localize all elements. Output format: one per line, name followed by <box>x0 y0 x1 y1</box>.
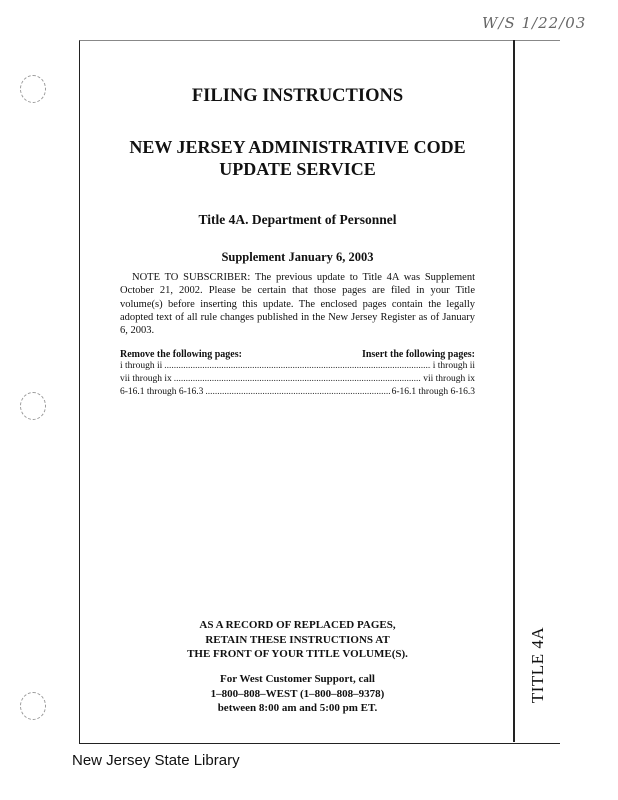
punch-hole-bottom <box>20 692 46 720</box>
punch-hole-middle <box>20 392 46 420</box>
insert-pages-cell: 6-16.1 through 6-16.3 <box>391 387 475 397</box>
code-heading-line1: NEW JERSEY ADMINISTRATIVE CODE <box>129 137 466 157</box>
leader-dots <box>205 386 389 399</box>
record-notice-line3: THE FRONT OF YOUR TITLE VOLUME(S). <box>187 648 408 660</box>
table-row <box>120 360 475 373</box>
title-tab-label: TITLE 4A <box>528 626 548 704</box>
library-stamp: New Jersey State Library <box>72 752 240 769</box>
customer-support <box>120 672 475 716</box>
support-line1: For West Customer Support, call <box>220 673 375 685</box>
filing-instructions-heading: FILING INSTRUCTIONS <box>191 86 404 106</box>
supplement-date: Supplement January 6, 2003 <box>221 250 374 264</box>
record-notice-line2: RETAIN THESE INSTRUCTIONS AT <box>205 633 390 646</box>
remove-pages-cell: vii through ix <box>120 374 172 384</box>
insert-pages-header: Insert the following pages: <box>361 349 475 360</box>
support-hours: between 8:00 am and 5:00 pm ET. <box>217 702 378 714</box>
table-row <box>120 373 475 386</box>
record-notice <box>120 618 475 662</box>
remove-pages-cell: 6-16.1 through 6-16.3 <box>120 387 204 397</box>
title-line: Title 4A. Department of Personnel <box>198 212 397 227</box>
title-tab <box>518 625 558 705</box>
insert-pages-cell: i through ii <box>432 361 475 371</box>
leader-dots <box>164 360 431 373</box>
record-notice-line1: AS A RECORD OF REPLACED PAGES, <box>199 619 396 631</box>
code-heading-line2: UPDATE SERVICE <box>219 159 376 179</box>
pages-table-header <box>120 349 475 360</box>
note-to-subscriber: NOTE TO SUBSCRIBER: The previous update to Title 4A was Supplement October 21, 2002. Please be certain that those pages are filed in your Title volume(s) before inserting this update. The enclosed pages contain the legally adopted text of all rule changes published in the New Jersey Register as of January 6, 2003. <box>120 272 475 337</box>
support-phone: 1–800–808–WEST (1–800–808–9378) <box>210 687 385 700</box>
insert-pages-cell: vii through ix <box>423 374 475 384</box>
tab-divider-line <box>513 40 515 742</box>
remove-pages-header: Remove the following pages: <box>120 349 242 360</box>
code-heading <box>120 136 475 180</box>
punch-hole-top <box>20 75 46 103</box>
table-row <box>120 386 475 399</box>
handwritten-note: W/S 1/22/03 <box>482 14 587 32</box>
leader-dots <box>174 373 422 386</box>
pages-table <box>120 349 475 399</box>
remove-pages-cell: i through ii <box>120 361 163 371</box>
